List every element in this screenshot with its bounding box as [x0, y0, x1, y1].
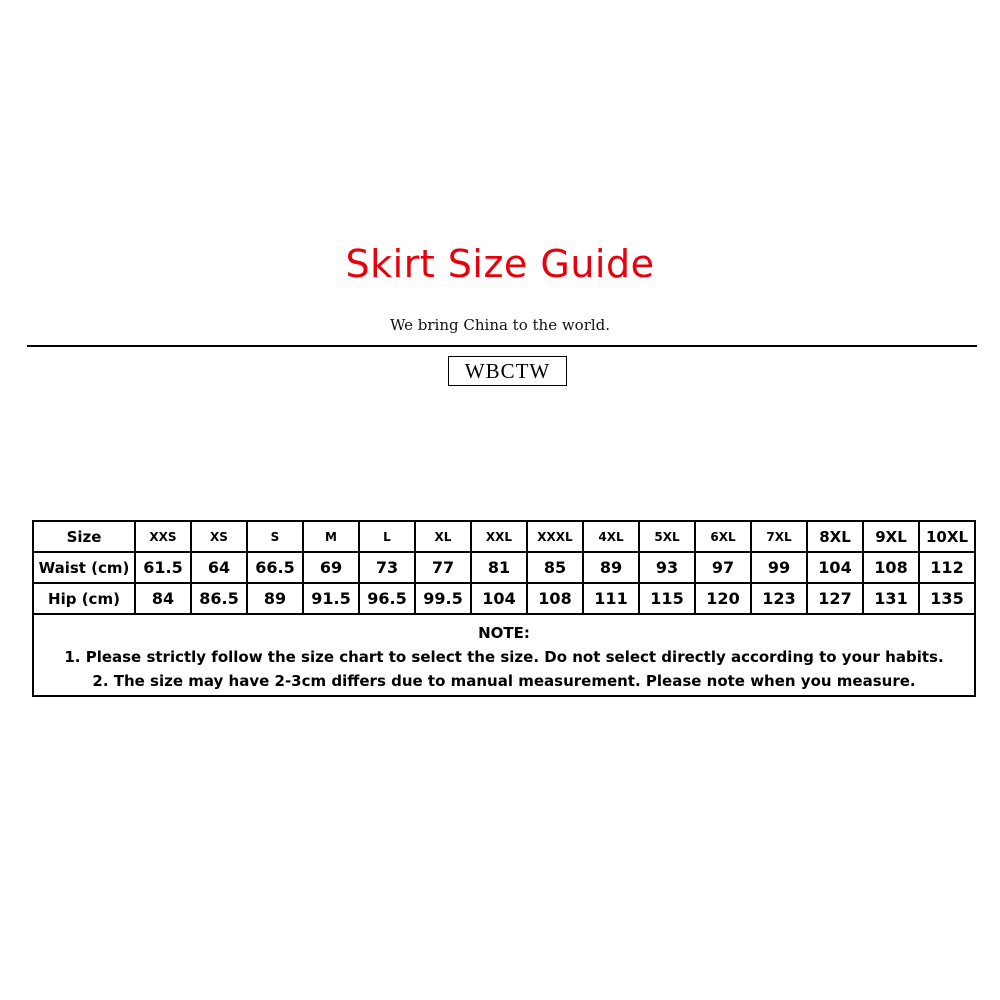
- waist-cell: 93: [639, 552, 695, 583]
- note-line-1: 1. Please strictly follow the size chart to select the size. Do not select directly according to your habits.: [64, 648, 944, 666]
- hip-cell: 127: [807, 583, 863, 614]
- hip-cell: 111: [583, 583, 639, 614]
- hip-cell: 123: [751, 583, 807, 614]
- note-heading: NOTE:: [478, 624, 530, 642]
- hip-cell: 91.5: [303, 583, 359, 614]
- waist-row-label: Waist (cm): [33, 552, 135, 583]
- size-cell: S: [247, 521, 303, 552]
- divider: [27, 345, 977, 347]
- size-cell: 6XL: [695, 521, 751, 552]
- waist-cell: 104: [807, 552, 863, 583]
- size-cell: XS: [191, 521, 247, 552]
- hip-row-label: Hip (cm): [33, 583, 135, 614]
- hip-cell: 99.5: [415, 583, 471, 614]
- size-cell: L: [359, 521, 415, 552]
- hip-cell: 96.5: [359, 583, 415, 614]
- hip-row: [33, 583, 975, 614]
- waist-cell: 64: [191, 552, 247, 583]
- size-cell: 7XL: [751, 521, 807, 552]
- size-cell: XXL: [471, 521, 527, 552]
- size-chart-table: [32, 520, 976, 697]
- waist-cell: 89: [583, 552, 639, 583]
- waist-row: [33, 552, 975, 583]
- hip-cell: 135: [919, 583, 975, 614]
- size-row-label: Size: [33, 521, 135, 552]
- waist-cell: 85: [527, 552, 583, 583]
- waist-cell: 73: [359, 552, 415, 583]
- hip-cell: 115: [639, 583, 695, 614]
- waist-cell: 97: [695, 552, 751, 583]
- size-cell: 9XL: [863, 521, 919, 552]
- brand-label: WBCTW: [448, 356, 567, 386]
- note-row: [33, 614, 975, 696]
- waist-cell: 69: [303, 552, 359, 583]
- size-header-row: [33, 521, 975, 552]
- waist-cell: 77: [415, 552, 471, 583]
- size-cell: 8XL: [807, 521, 863, 552]
- hip-cell: 108: [527, 583, 583, 614]
- hip-cell: 89: [247, 583, 303, 614]
- hip-cell: 86.5: [191, 583, 247, 614]
- size-cell: 10XL: [919, 521, 975, 552]
- waist-cell: 108: [863, 552, 919, 583]
- waist-cell: 99: [751, 552, 807, 583]
- size-cell: XL: [415, 521, 471, 552]
- size-cell: 5XL: [639, 521, 695, 552]
- hip-cell: 120: [695, 583, 751, 614]
- note-cell: [33, 614, 975, 696]
- waist-cell: 61.5: [135, 552, 191, 583]
- waist-cell: 112: [919, 552, 975, 583]
- note-line-2: 2. The size may have 2-3cm differs due to manual measurement. Please note when you measure.: [92, 672, 916, 690]
- tagline: We bring China to the world.: [389, 316, 611, 334]
- size-cell: 4XL: [583, 521, 639, 552]
- waist-cell: 81: [471, 552, 527, 583]
- hip-cell: 104: [471, 583, 527, 614]
- hip-cell: 131: [863, 583, 919, 614]
- hip-cell: 84: [135, 583, 191, 614]
- page-title: Skirt Size Guide: [345, 242, 655, 286]
- size-cell: XXS: [135, 521, 191, 552]
- waist-cell: 66.5: [247, 552, 303, 583]
- size-cell: M: [303, 521, 359, 552]
- size-cell: XXXL: [527, 521, 583, 552]
